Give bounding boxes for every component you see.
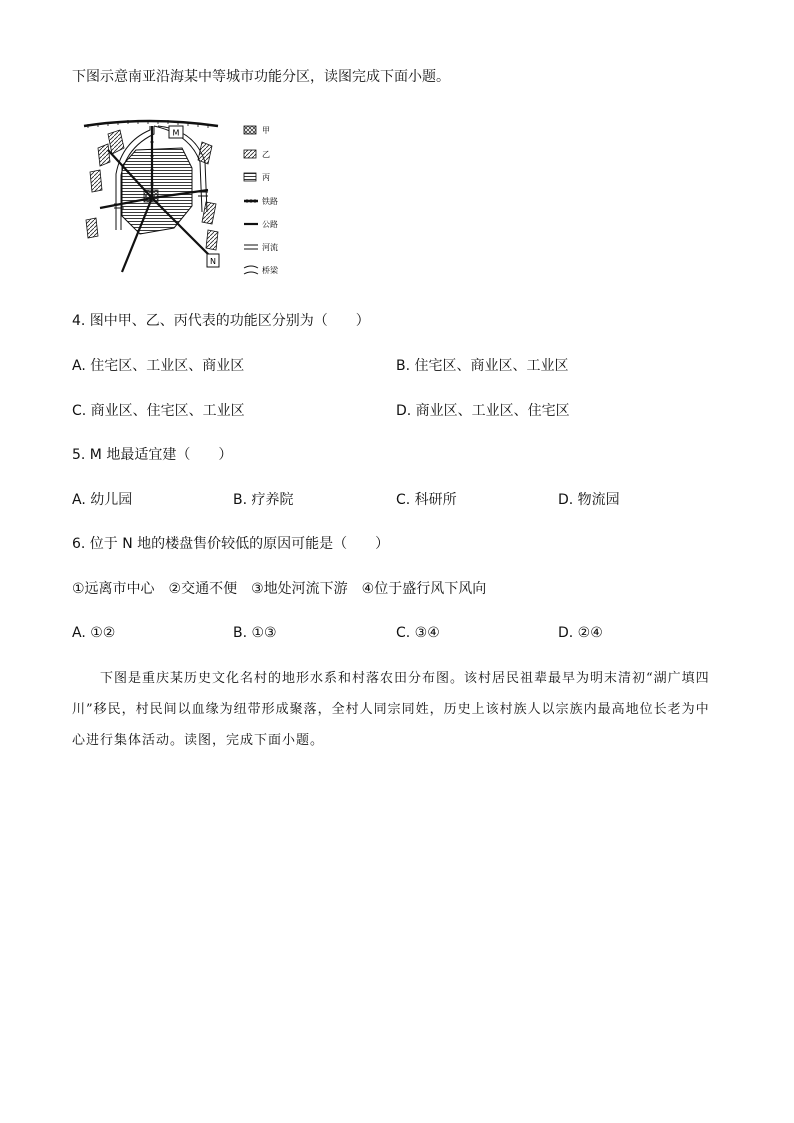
q5-stem: 5. M 地最适宜建（ ） (72, 447, 233, 463)
point-N-label: N (210, 257, 216, 266)
map-legend (244, 126, 278, 275)
point-M-label: M (172, 128, 180, 138)
zone-yi-3 (90, 170, 102, 192)
q5-option-c[interactable]: C. 科研所 (396, 492, 457, 508)
zone-yi-6 (202, 202, 216, 224)
passage-line-3: 心进行集体活动。读图，完成下面小题。 (72, 733, 325, 748)
legend-yi-swatch (244, 150, 256, 158)
legend-river-label: 河流 (262, 243, 278, 252)
legend-jia-swatch (244, 126, 256, 134)
passage-line-1: 下图是重庆某历史文化名村的地形水系和村落农田分布图。该村居民祖辈最早为明末清初“湖广填四 (100, 671, 710, 686)
intro-text: 下图示意南亚沿海某中等城市功能分区，读图完成下面小题。 (72, 69, 450, 85)
zone-yi-7 (206, 230, 218, 250)
q4-option-b[interactable]: B. 住宅区、商业区、工业区 (396, 358, 569, 374)
legend-bridge-label: 桥梁 (262, 266, 278, 275)
legend-river-swatch (244, 245, 258, 249)
q6-reasons: ①远离市中心 ②交通不便 ③地处河流下游 ④位于盛行风下风向 (72, 581, 487, 597)
legend-yi-label: 乙 (262, 150, 270, 159)
legend-jia-label: 甲 (262, 126, 270, 135)
zone-yi-5 (198, 142, 212, 164)
legend-bing-label: 丙 (262, 173, 270, 182)
legend-bing-swatch (244, 173, 256, 181)
q5-option-d[interactable]: D. 物流园 (558, 492, 620, 508)
passage-line-2: 川”移民，村民间以血缘为纽带形成聚落，全村人同宗同姓，历史上该村族人以宗族内最高地位长老为中 (72, 702, 710, 717)
q5-option-b[interactable]: B. 疗养院 (233, 492, 294, 508)
q5-option-a[interactable]: A. 幼儿园 (72, 492, 133, 508)
q6-stem: 6. 位于 N 地的楼盘售价较低的原因可能是（ ） (72, 536, 390, 552)
legend-highway-label: 公路 (262, 220, 278, 229)
q6-option-a[interactable]: A. ①② (72, 625, 116, 641)
q4-option-a[interactable]: A. 住宅区、工业区、商业区 (72, 358, 245, 374)
legend-railway-label: 铁路 (262, 197, 278, 206)
q4-stem: 4. 图中甲、乙、丙代表的功能区分别为（ ） (72, 313, 370, 329)
city-function-map (78, 112, 278, 278)
zone-yi-4 (86, 218, 98, 238)
legend-bridge-swatch (244, 266, 258, 274)
q4-option-d[interactable]: D. 商业区、工业区、住宅区 (396, 403, 570, 419)
q6-option-d[interactable]: D. ②④ (558, 625, 603, 641)
zone-yi-1 (108, 130, 124, 154)
q4-option-c[interactable]: C. 商业区、住宅区、工业区 (72, 403, 245, 419)
zone-yi-2 (98, 144, 110, 166)
q6-option-b[interactable]: B. ①③ (233, 625, 277, 641)
q6-option-c[interactable]: C. ③④ (396, 625, 440, 641)
